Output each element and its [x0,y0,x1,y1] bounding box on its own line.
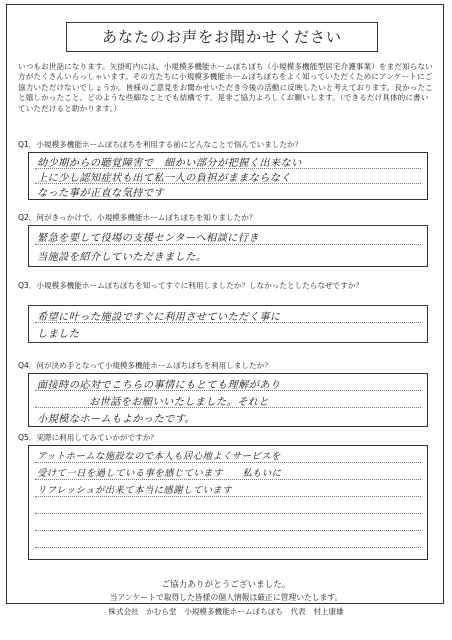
answer-1-line-1: 幼少期からの聴覚障害で 細かい部分が把握く出来ない [37,158,302,169]
footer-organization: 株式会社 かむら堂 小規模多機能ホームぽちぽち 代表 村上康雄 [108,607,344,616]
answer-2-line-2: 当施設を紹介していただきました。 [37,252,207,263]
question-4-label: Q4．何が決め手となって小規模多機能ホームぽちぽちを利用しましたか？ [18,361,272,370]
answer-1-line-2: 上に少し認知症状も出て私一人の負担がままならなく [37,173,292,184]
footer-thanks: ご協力ありがとうございました。 [161,580,291,590]
question-1-label: Q1．小規模多機能ホームぽちぽちを利用する前にどんなことで悩んでいましたか？ [18,140,303,149]
intro-paragraph: いつもお世話になります。矢掛町内には、小規模多機能ホームぽちぽち（小規模多機能型居宅介護事業）をまだ知らない方がたくさんいらっしゃいます。その方たちに小規模多機能ホームぽちぽちをよく知っていただくためにアンケートにご協力いただけないでしょうか。皆様のご意見をお聞かせいただき今後の活動に反映したいと考えております。良かったこと嬉しかったこと、どのような些細なことでも結構です。是非ご協力よろしくお願いします。（できるだけ具体的に書いていただけると助かります。） [18,62,433,113]
answer-5-line-2: 受けて一日を過している事を感じています 私もいに [37,468,282,479]
answer-3-line-2: しました [37,329,80,340]
answer-4-line-2: お世話をお願いいたしました。それと [89,397,269,408]
answer-box-1 [28,152,428,200]
answer-3-line-1: 希望に叶った施設ですぐに利用させていただく事に [37,312,281,323]
answer-box-3 [28,305,428,343]
answer-2-line-1: 緊急を要して役場の支援センターへ相談に行き [37,233,259,244]
form-title [66,22,378,52]
answer-box-5 [28,445,428,560]
form-title-text: あなたのお声をお聞かせください [101,28,342,46]
answer-box-2 [28,225,428,267]
footer-privacy: 当アンケートで取得した皆様の個人情報は厳正に管理いたします。 [109,593,343,602]
question-3-label: Q3．小規模多機能ホームぽちぽちを知ってすぐに利用しましたか？しなかったとしたらなぜですか？ [18,281,363,290]
question-5-label: Q5．実際に利用してみていかがですか？ [18,433,158,442]
answer-4-line-1: 面接時の応対でこちらの事情にもとても理解があり [37,380,281,391]
answer-5-line-3: リフレッシュが出来て本当に感謝しています [37,485,232,496]
question-2-label: Q2．何がきっかけで、小規模多機能ホームぽちぽちを知りましたか？ [18,213,257,222]
answer-4-line-3: 小規模なホームもよかったです。 [37,414,195,425]
answer-box-4 [28,373,428,427]
answer-5-line-1: アットホームな施設なので本人も居心地よくサービスを [37,451,281,462]
answer-1-line-3: なった事が正直な気持です [37,188,165,199]
